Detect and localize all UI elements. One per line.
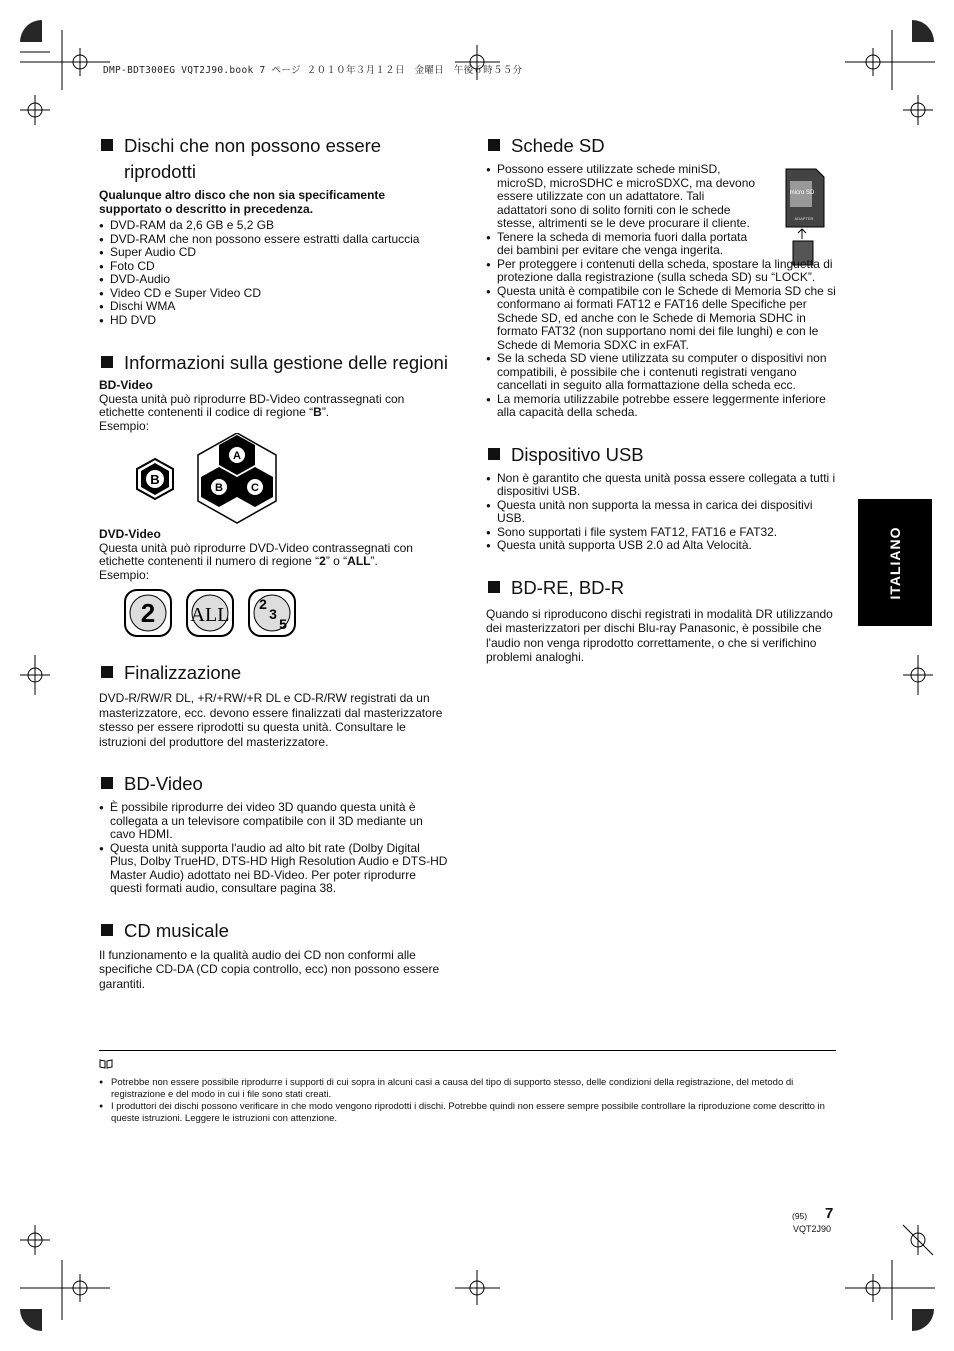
section-title-cd: CD musicale	[99, 918, 449, 944]
sd-list	[486, 163, 836, 420]
bd-video-label: BD-Video	[99, 378, 153, 392]
dvd-region-all-icon	[187, 590, 233, 636]
section-title-sd: Schede SD	[486, 133, 836, 159]
square-bullet-icon	[101, 666, 113, 678]
square-bullet-icon	[101, 777, 113, 789]
section-title-regions: Informazioni sulla gestione delle regioni	[99, 350, 449, 376]
bd-region-b-icon	[137, 459, 173, 499]
page-number-small: (95)	[792, 1211, 808, 1221]
list-item: ● Non è garantito che questa unità possa essere collegata a tutti i dispositivi USB.	[486, 472, 836, 499]
bd-video-list	[99, 801, 449, 896]
section-title-bd-video: BD-Video	[99, 771, 449, 797]
svg-text:micro SD: micro SD	[789, 190, 815, 196]
unplayable-list	[99, 219, 449, 327]
model-code: VQT2J90	[793, 1224, 832, 1234]
dvd-example-label: Esempio:	[99, 567, 150, 582]
unplayable-intro: Qualunque altro disco che non sia specificamente supportato o descritto in precedenza.	[99, 188, 386, 216]
svg-text:ALL: ALL	[190, 604, 230, 626]
section-title-unplayable: Dischi che non possono essere riprodotti	[99, 133, 449, 185]
section-title-bd-re: BD-RE, BD-R	[486, 575, 836, 601]
list-item: ● Questa unità non supporta la messa in carica dei dispositivi USB.	[486, 499, 836, 526]
square-bullet-icon	[488, 581, 500, 593]
list-item: ● Sono supportati i file system FAT12, FAT16 e FAT32.	[486, 526, 836, 540]
list-item: ● DVD-Audio	[99, 273, 449, 287]
list-item: ● HD DVD	[99, 314, 449, 328]
right-column	[486, 133, 836, 665]
list-item: ● Super Audio CD	[99, 246, 449, 260]
svg-text:B: B	[215, 482, 223, 494]
dvd-video-region-text: Questa unità può riprodurre DVD-Video contrassegnati con etichette contenenti il numero di regione “2” o “ALL”.	[99, 540, 413, 568]
list-item: ● I produttori dei dischi possono verificare in che modo vengono riprodotti i dischi. Potrebbe quindi non essere sempre possibile controllare la riproduzione come descritto in queste istruzioni. Leggere le istruzioni con attenzione.	[99, 1101, 836, 1125]
list-item: ● DVD-RAM da 2,6 GB e 5,2 GB	[99, 219, 449, 233]
square-bullet-icon	[101, 924, 113, 936]
dvd-region-multi-icon	[249, 590, 295, 636]
notes-divider	[99, 1050, 836, 1051]
svg-text:ADAPTER: ADAPTER	[794, 216, 814, 221]
list-item: ● La memoria utilizzabile potrebbe essere leggermente inferiore alla capacità della scheda.	[486, 393, 836, 420]
svg-text:C: C	[251, 482, 259, 494]
bd-example-label: Esempio:	[99, 418, 150, 433]
dvd-region-logos	[99, 588, 449, 650]
notes	[99, 1059, 836, 1125]
svg-text:5: 5	[279, 616, 287, 632]
square-bullet-icon	[101, 139, 113, 151]
list-item: ● Potrebbe non essere possibile riprodurre i supporti di cui sopra in alcuni casi a causa del tipo di supporto stesso, delle condizioni della registrazione, del metodo di registrazione e del modo in cui i file sono stati creati.	[99, 1077, 836, 1101]
language-tab-label: ITALIANO	[887, 525, 903, 600]
page-number: 7	[825, 1205, 834, 1222]
finalization-text: DVD-R/RW/R DL, +R/+RW/+R DL e CD-R/RW registrati da un masterizzatore, ecc. devono essere finalizzati dal masterizzatore stesso per essere riprodotti su questa unità. Consultare le istruzioni del produttore del masterizzatore.	[99, 691, 443, 749]
square-bullet-icon	[101, 356, 113, 368]
svg-text:B: B	[150, 472, 160, 487]
svg-text:2: 2	[259, 596, 267, 612]
dvd-video-label: DVD-Video	[99, 527, 161, 541]
book-icon	[99, 1059, 113, 1069]
section-title-finalization: Finalizzazione	[99, 660, 449, 686]
list-item: ● È possibile riprodurre dei video 3D quando questa unità è collegata a un televisore compatibile con il 3D mediante un cavo HDMI.	[99, 801, 449, 842]
bd-region-logos	[99, 433, 449, 528]
left-column	[99, 133, 449, 991]
list-item: ● Tenere la scheda di memoria fuori dalla portata dei bambini per evitare che venga ingerita.	[486, 231, 836, 258]
square-bullet-icon	[488, 139, 500, 151]
notes-list	[99, 1077, 836, 1125]
list-item: ● Questa unità supporta USB 2.0 ad Alta Velocità.	[486, 539, 836, 553]
list-item: ● Foto CD	[99, 260, 449, 274]
usb-list	[486, 472, 836, 553]
bd-region-abc-icon	[198, 433, 276, 523]
list-item: ● Dischi WMA	[99, 300, 449, 314]
square-bullet-icon	[488, 448, 500, 460]
list-item: ● Per proteggere i contenuti della scheda, spostare la linguetta di protezione dalla registrazione (sulla scheda SD) su “LOCK”.	[486, 258, 836, 285]
language-tab	[858, 499, 932, 626]
section-title-usb: Dispositivo USB	[486, 442, 836, 468]
list-item: ● Se la scheda SD viene utilizzata su computer o dispositivi non compatibili, è possibile che i contenuti registrati vengano cancellati in seguito alla formattazione della scheda ecc.	[486, 352, 836, 393]
svg-text:A: A	[233, 450, 241, 462]
list-item: ● Questa unità supporta l'audio ad alto bit rate (Dolby Digital Plus, Dolby TrueHD, DTS-HD High Resolution Audio e DTS-HD Master Audio) adottato nei BD-Video. Per poter riprodurre questi formati audio, consultare pagina 38.	[99, 842, 449, 896]
dvd-region-2-icon	[125, 590, 171, 636]
list-item: ● DVD-RAM che non possono essere estratti dalla cartuccia	[99, 233, 449, 247]
svg-text:2: 2	[140, 598, 156, 628]
bd-video-region-text: Questa unità può riprodurre BD-Video contrassegnati con etichette contenenti il codice di regione “B”.	[99, 391, 405, 419]
list-item: ● Questa unità è compatibile con le Schede di Memoria SD che si conformano ai formati FAT12 e FAT16 delle Specifiche per Schede SD, ed anche con le Schede di Memoria SDHC in formato FAT32 (non supportano nomi dei file lunghi) e con le Schede di Memoria SDXC in exFAT.	[486, 285, 836, 353]
bd-re-text: Quando si riproducono dischi registrati in modalità DR utilizzando dei masterizzatori per dischi Blu-ray Panasonic, è possibile che l'audio non venga riprodotto correttamente, o che si verifichino problemi analoghi.	[486, 606, 833, 664]
list-item: ● Possono essere utilizzate schede miniSD, microSD, microSDHC e microSDXC, ma devono essere utilizzate con un adattatore. Tali adattatori sono di solito forniti con le schede stesse, altrimenti se le deve procurare il cliente.	[486, 163, 836, 231]
list-item: ● Video CD e Super Video CD	[99, 287, 449, 301]
print-header: DMP-BDT300EG VQT2J90.book 7 ページ ２０１０年３月１２日 金曜日 午後６時５５分	[103, 65, 523, 76]
svg-text:3: 3	[269, 606, 277, 622]
cd-text: Il funzionamento e la qualità audio dei CD non conformi alle specifiche CD-DA (CD copia controllo, ecc) non possono essere garantiti.	[99, 947, 440, 991]
